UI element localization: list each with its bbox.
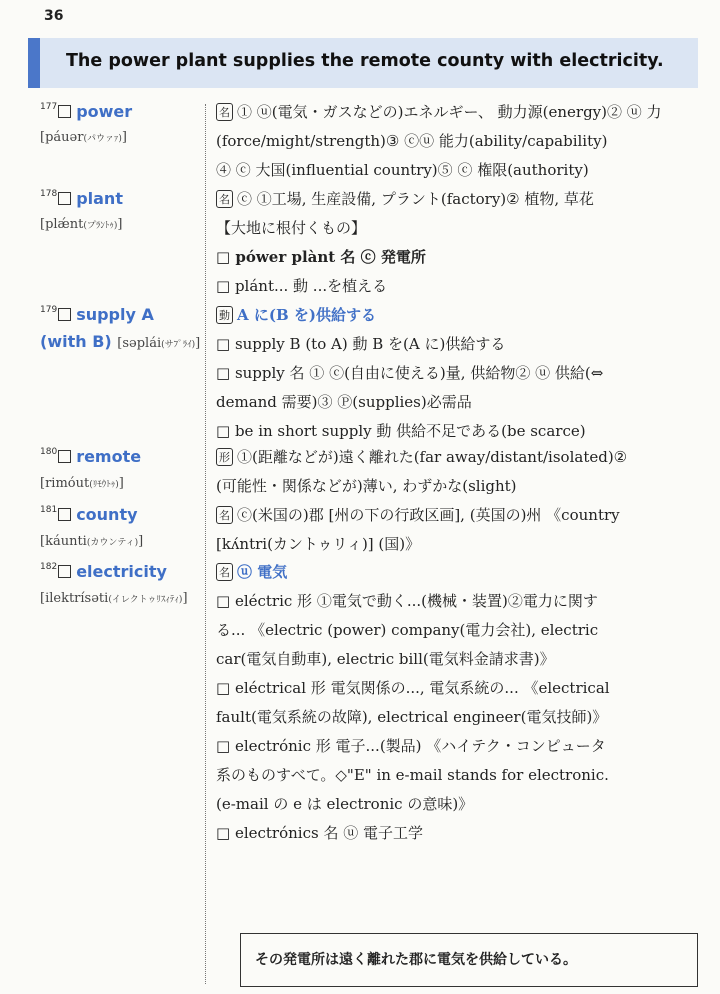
checkbox-icon[interactable] bbox=[58, 450, 71, 463]
adj-tag: 形 bbox=[216, 448, 233, 466]
pron-plant: [plǽnt(プﾗﾝﾄｩ)] bbox=[40, 217, 123, 232]
verb-tag: 動 bbox=[216, 306, 233, 324]
headword-county: $^{181}$ county bbox=[40, 505, 138, 524]
def-supply: 動 A に(B を)供給する □ supply B (to A) 動 B を(A に)供給する □ supply 名 ① ⓒ(自由に使える)量, 供給物② ⓤ 供給(⇔ demand 需要)③ Ⓟ(supplies)必需品 □ be in short supply 動 供給不足である(be scarce) bbox=[216, 306, 604, 440]
page-number: 36 bbox=[44, 8, 64, 24]
headword-plant: $^{178}$ plant bbox=[40, 189, 123, 208]
headword-electricity: $^{182}$ electricity bbox=[40, 562, 167, 581]
headword-supply-with: (with B) [səplái(サﾌﾟﾗｲ)] bbox=[40, 332, 201, 351]
checkbox-icon[interactable] bbox=[58, 105, 71, 118]
checkbox-icon[interactable] bbox=[58, 308, 71, 321]
page-title: The power plant supplies the remote county with electricity. bbox=[66, 51, 664, 71]
pron-electricity: [ilektrísəti(イレクトゥﾘｽｨﾃｨ)] bbox=[40, 591, 188, 606]
banner-accent-bar bbox=[28, 38, 40, 88]
translation-box bbox=[240, 933, 698, 987]
headword-remote: $^{180}$ remote bbox=[40, 447, 142, 466]
checkbox-icon[interactable] bbox=[58, 565, 71, 578]
pron-power: [páuər(パウァｧ)] bbox=[40, 130, 127, 145]
column-divider bbox=[205, 104, 206, 984]
noun-tag: 名 bbox=[216, 103, 233, 121]
checkbox-icon[interactable] bbox=[58, 192, 71, 205]
translation-text: その発電所は遠く離れた郡に電気を供給している。 bbox=[255, 952, 577, 968]
headword-power: $^{177}$ power bbox=[40, 102, 133, 121]
noun-tag: 名 bbox=[216, 506, 233, 524]
def-power: 名 ① ⓤ(電気・ガスなどの)エネルギー、 動力源(energy)② ⓤ 力 (force/might/strength)③ ⓒⓤ 能力(ability/capability) ④ ⓒ 大国(influential country)⑤ ⓒ 権限(authority) bbox=[216, 103, 662, 179]
pron-remote: [rimóut(ﾘﾓｳﾄｩ)] bbox=[40, 476, 124, 491]
noun-tag: 名 bbox=[216, 563, 233, 581]
def-county: 名 ⓒ(米国の)郡 [州の下の行政区画], (英国の)州 《country [kʌ́ntri(カントゥリィ)] (国)》 bbox=[216, 506, 620, 553]
def-remote: 形 ①(距離などが)遠く離れた(far away/distant/isolated)② (可能性・関係などが)薄い, わずかな(slight) bbox=[216, 448, 628, 495]
pron-county: [káunti(カウンティ)] bbox=[40, 534, 144, 549]
noun-tag: 名 bbox=[216, 190, 233, 208]
headword-supply: $^{179}$ supply A bbox=[40, 305, 154, 324]
checkbox-icon[interactable] bbox=[58, 508, 71, 521]
def-electricity: 名 ⓤ 電気 □ eléctric 形 ①電気で動く...(機械・装置)②電力に関す る... 《electric (power) company(電力会社), electric car(電気自動車), electric bill(電気料金請求書)》 □ eléctrical 形 電気関係の..., 電気系統の... 《electrical fault(電気系統の故障), electrical engineer(電気技師)》 □ electrónic 形 電子...(製品) 《ハイテク・コンピュータ 系のものすべて。◇"E" in e-mail stands for electronic. (e-mail の e は electronic の意味)》 □ electrónics 名 ⓤ 電子工学 bbox=[216, 563, 610, 842]
title-banner bbox=[28, 38, 698, 88]
def-plant: 名 ⓒ ①工場, 生産設備, プラント(factory)② 植物, 草花 【大地に根付くもの】 □ pówer plànt 名 ⓒ 発電所 □ plánt... 動 ...を植える bbox=[216, 190, 594, 295]
